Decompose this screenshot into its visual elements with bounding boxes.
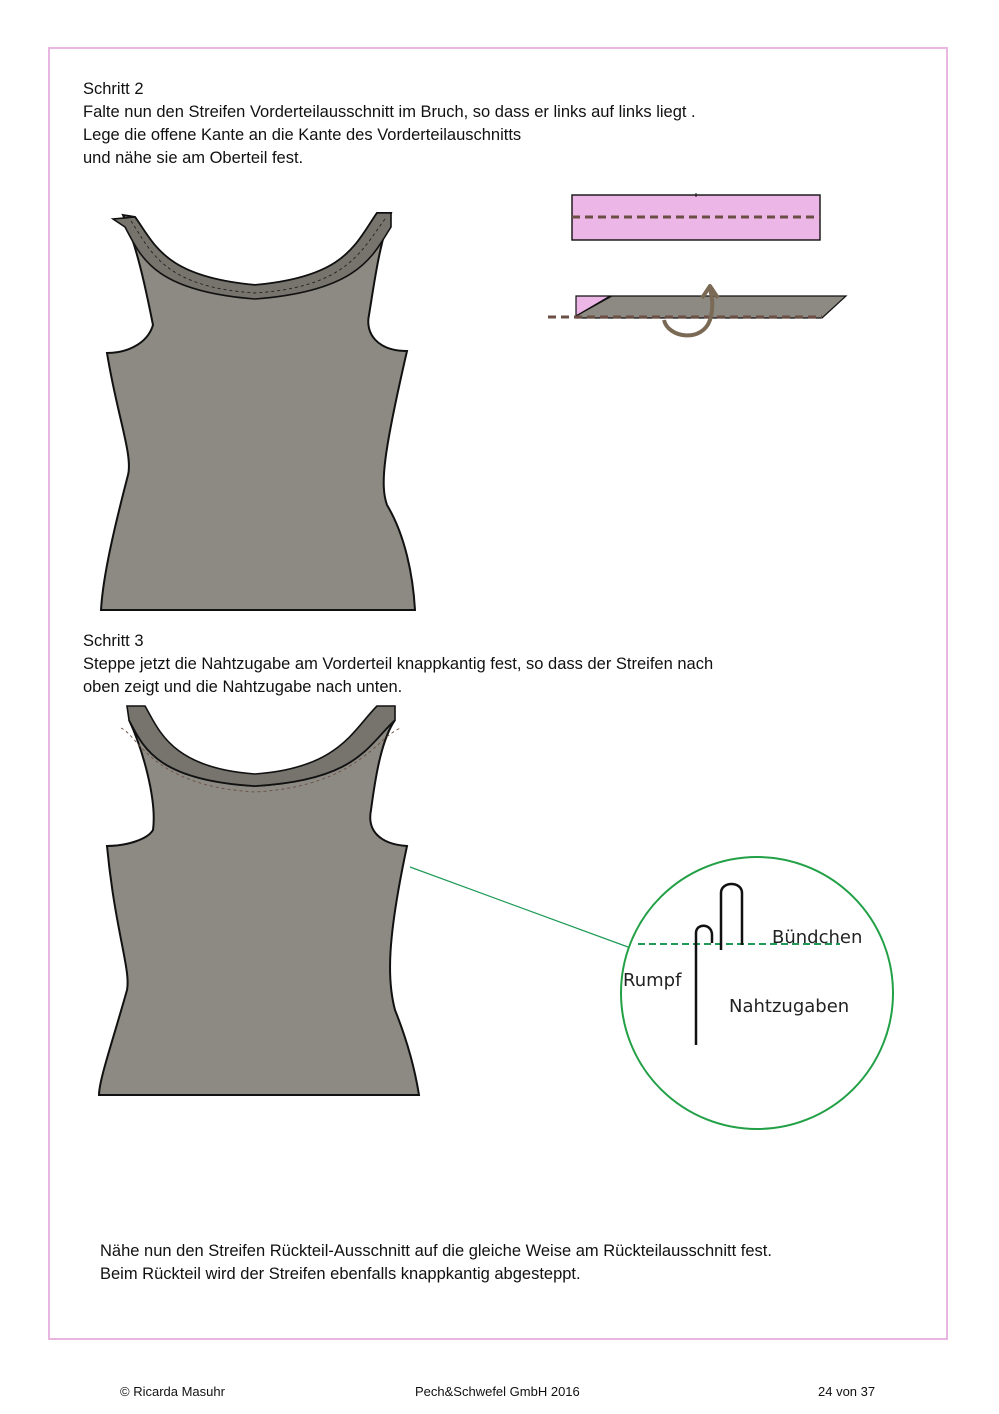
- footer-page-number: 24 von 37: [818, 1384, 876, 1399]
- step2-text: [83, 78, 696, 170]
- step3-line: oben zeigt und die Nahtzugabe nach unten.: [83, 678, 403, 696]
- step2-line: Lege die offene Kante an die Kante des Vorderteilauschnitts: [83, 126, 522, 144]
- strip-diagram: [540, 188, 860, 358]
- step3-text: [83, 630, 713, 699]
- footer-author: © Ricarda Masuhr: [120, 1384, 225, 1399]
- top-garment-step3: [95, 700, 430, 1100]
- step2-line: Falte nun den Streifen Vorderteilausschnitt im Bruch, so dass er links auf links liegt .: [83, 103, 696, 121]
- seam-detail: [400, 855, 900, 1130]
- label-cuff: Bündchen: [772, 927, 863, 948]
- step2-heading: Schritt 2: [83, 80, 144, 98]
- detail-circle: [621, 857, 893, 1129]
- callout-line: [410, 867, 628, 947]
- top-garment-step2: [95, 205, 425, 615]
- step3-heading: Schritt 3: [83, 632, 144, 650]
- label-body: Rumpf: [623, 970, 682, 991]
- label-allowance: Nahtzugaben: [729, 996, 850, 1017]
- closing-line: Beim Rückteil wird der Streifen ebenfalls knappkantig abgesteppt.: [100, 1265, 581, 1283]
- closing-text: [100, 1240, 772, 1286]
- step2-line: und nähe sie am Oberteil fest.: [83, 149, 304, 167]
- garment-body: [101, 213, 415, 610]
- footer-company: Pech&Schwefel GmbH 2016: [415, 1384, 580, 1399]
- closing-line: Nähe nun den Streifen Rückteil-Ausschnitt auf die gleiche Weise am Rückteilausschnitt fest.: [100, 1242, 772, 1260]
- step3-line: Steppe jetzt die Nahtzugabe am Vorderteil knappkantig fest, so dass der Streifen nach: [83, 655, 714, 673]
